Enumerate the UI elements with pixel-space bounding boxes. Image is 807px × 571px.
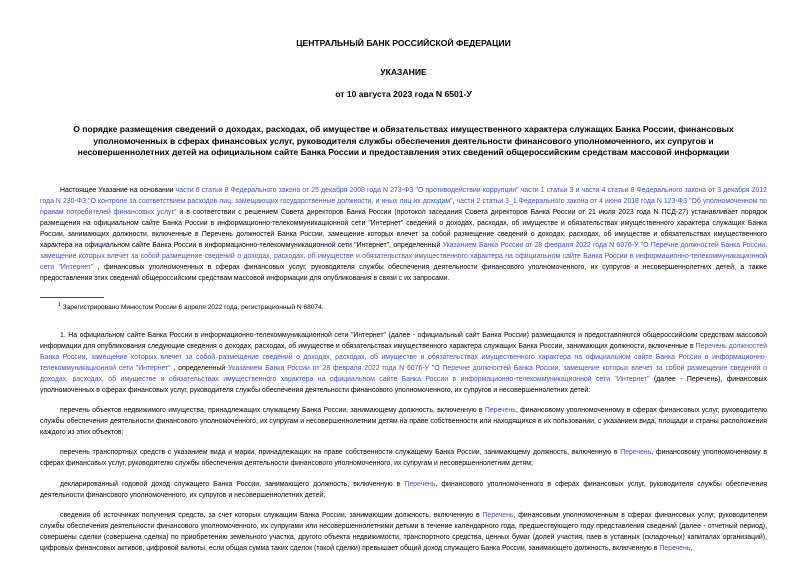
intro-text-3: , — [452, 197, 457, 205]
list-item-vehicles — [40, 447, 767, 469]
list-item-text: сведения об источниках получения средств, за счет которых служащим Банка России, занимающим должность, включенную в — [60, 511, 483, 519]
item-1-text-3: (далее - Перечень), финансовых уполномоченных в сферах финансовых услуг, руководителя службы обеспечения деятельности финансового уполномоченного, их супругов и несовершеннолетних детей: — [40, 375, 767, 394]
list-item-text: , финансовым уполномоченным в сферах финансовых услуг, руководителем службы обеспечения деятельности финансового уполномоченного, их супругами или несовершеннолетними детьми в течение календарного года, предшествующего году представления сведений (далее - отчетный период), совершены сделки (совершена сделка) по приобретению земельного участка, другого объекта недвижимости, транспортного средства, ценных бумаг (долей участия, паев в уставных (складочных) капиталах организаций), цифровых финансовых активов, цифровой валюты, если общая сумма таких сделок (такой сделки) превышает общий доход служащего Банка России, занимающего должность, включенную в — [40, 511, 767, 553]
doc-date-heading: от 10 августа 2023 года N 6501-У — [335, 89, 472, 99]
intro-text-5: , финансовых уполномоченных в сферах финансовых услуг, руководителя службы обеспечения деятельности финансового уполномоченного, их супругов и несовершеннолетних детей, а также предоставления этих сведений общероссийским средствам массовой информации для опубликования в связи с их запросами. — [40, 264, 767, 283]
list-item-sources — [40, 510, 767, 554]
list-item-text: , — [690, 545, 693, 553]
list-item-text: , финансовому уполномоченному в сферах финансовых услуг, руководителю службы обеспечения деятельности финансового уполномоченного, их супругам и несовершеннолетним детям; — [40, 449, 767, 468]
list-item-text: перечень объектов недвижимого имущества, принадлежащих служащему Банка России, занимающему должность, включенную в — [60, 407, 485, 415]
list-item-text: , финансовому уполномоченному в сферах финансовых услуг, руководителю службы обеспечения деятельности финансового уполномоченного, их супругам и несовершеннолетним детям на праве собственности или находящихся в их пользовании, с указанием вида, площади и страны расположения каждого из этих объектов; — [40, 407, 767, 437]
intro-text-4: и в соответствии с решением Совета директоров Банка России (протокол заседания Совета директоров Банка России от 21 июля 2023 года N ПСД-27) устанавливает порядок размещения на официальном сайте Банка России в информационно-телекоммуникационной сети "Интернет" сведений о доходах, расходах, об имуществе и обязательствах имущественного характера служащих Банка России, занимающих должности, включенные в Перечень должностей Банка России, замещение которых влечет за собой размещение сведений о доходах, расходах, об имуществе и обязательствах имущественного характера на официальном сайте Банка России в информационно-телекоммуникационной сети "Интернет", определенный — [40, 208, 767, 249]
perechen-link[interactable]: Перечень — [482, 511, 514, 519]
footnote-mark: 1 — [58, 302, 61, 309]
order-6076-link[interactable]: Указанием Банка России от 28 февраля 2022 года N 6076-У "О Перечне должностей Банка России, замещение которых влечет за собой размещение сведений о доходах, расходах, об имуществе и обязательствах имущественного характера на официальном сайте Банка России в информационно-телекоммуникационной сети "Интернет" — [40, 241, 767, 272]
order-6076-link-2[interactable]: Указанием Банка России от 28 февраля 2022 года N 6076-У "О Перечне должностей Банка России, замещение которых влечет за собой размещение сведений о доходах, расходах, об имуществе и обязательствах имущественного характера на официальном сайте Банка России в информационно-телекоммуникационной сети "Интернет" — [40, 364, 768, 383]
list-item-text: , финансового уполномоченного в сферах финансовых услуг, руководителя службы обеспечения деятельности финансового уполномоченного, их супругов и несовершеннолетних детей; — [40, 480, 767, 499]
footnote — [58, 300, 767, 313]
law-230-link[interactable]: части 1 статьи 3 и части 4 статьи 8 Федерального закона от 3 декабря 2012 года N 230-ФЗ "О контроле за соответствием расходов лиц, замещающих государственные должности, и иных лиц их доходам" — [40, 186, 767, 205]
item-1-text-1: 1. На официальном сайте Банка России в информационно-телекоммуникационной сети "Интернет" (далее - официальный сайт Банка России) размещаются и предоставляются общероссийским средствам массовой информации для опубликования следующие сведения о доходах, расходах, об имуществе и обязательствах имущественного характера служащих Банка России, занимающих должности, включенные в — [40, 331, 767, 350]
list-item-text: декларированный годовой доход служащего Банка России, занимающего должность, включенную в — [60, 480, 405, 488]
org-heading: ЦЕНТРАЛЬНЫЙ БАНК РОССИЙСКОЙ ФЕДЕРАЦИИ — [296, 38, 511, 48]
footnote-divider — [40, 297, 104, 298]
footnote-text: Зарегистрировано Минюстом России 6 апреля 2022 года, регистрационный N 68074. — [60, 304, 324, 312]
perechen-link[interactable]: Перечень — [404, 480, 436, 488]
perechen-link[interactable]: Перечень — [484, 407, 516, 415]
document-title: О порядке размещения сведений о доходах, расходах, об имуществе и обязательствах имущественного характера служащих Банка России, финансовых уполномоченных в сферах финансовых услуг, руководителя службы обеспечения деятельности финансового уполномоченного, их супругов и несовершеннолетних детей на официальном сайте Банка России и предоставления этих сведений общероссийским средствам массовой информации — [73, 124, 734, 157]
doc-type-heading: УКАЗАНИЕ — [380, 67, 427, 77]
law-123-link[interactable]: части 2 статьи 3_1 Федерального закона от 4 июня 2018 года N 123-ФЗ "Об уполномоченном по правам потребителей финансовых услуг" — [40, 197, 767, 216]
item-1-paragraph — [40, 330, 767, 397]
list-item-real-estate — [40, 405, 767, 438]
perechen-link[interactable]: Перечень — [620, 449, 652, 457]
perechen-link[interactable]: Перечень должностей Банка России, замещение которых влечет за собой размещение сведений о доходах, расходах, об имуществе и обязательствах имущественного характера на официальном сайте Банка России в информационно-телекоммуникационной сети "Интернет" — [40, 342, 767, 372]
intro-paragraph — [40, 185, 767, 285]
perechen-link[interactable]: Перечень — [659, 545, 691, 553]
intro-text-1: Настоящее Указание на основании — [60, 186, 176, 194]
list-item-income — [40, 479, 767, 501]
list-item-text: перечень транспортных средств с указанием вида и марки, принадлежащих на праве собственности служащему Банка России, занимающему должность, включенную в — [60, 449, 621, 457]
law-273-link[interactable]: части 6 статьи 8 Федерального закона от 25 декабря 2008 года N 273-ФЗ "О противодействии коррупции" — [175, 186, 519, 194]
item-1-text-2: , определенный — [170, 364, 229, 372]
